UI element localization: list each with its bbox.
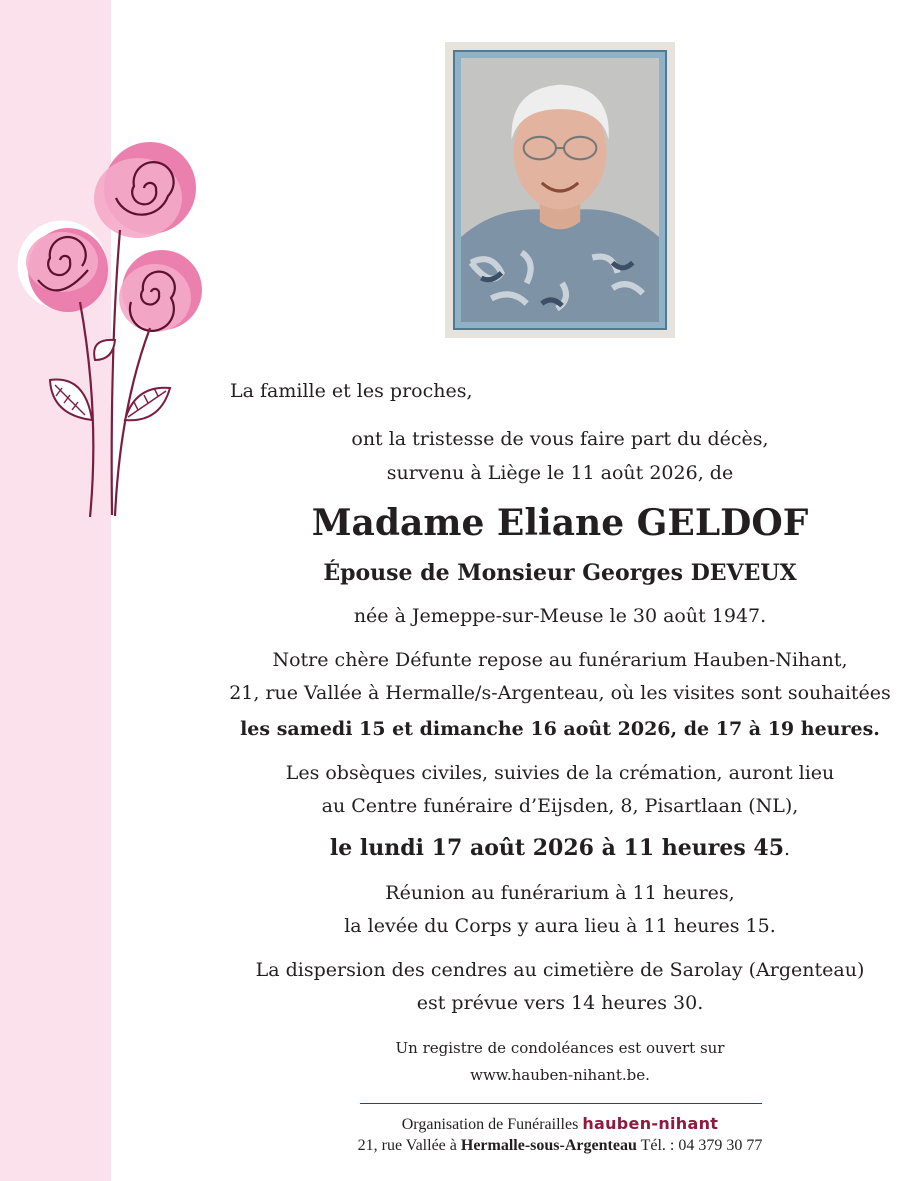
spouse-line: Épouse de Monsieur Georges DEVEUX	[323, 560, 797, 586]
meeting-line-2: la levée du Corps y aura lieu à 11 heures 15.	[344, 915, 776, 937]
intro-line: La famille et les proches,	[230, 380, 473, 402]
funeral-line-2: au Centre funéraire d’Eijsden, 8, Pisartlaan (NL),	[321, 795, 799, 817]
portrait-frame	[445, 42, 675, 338]
register-link[interactable]: www.hauben-nihant.be.	[470, 1066, 650, 1084]
brand-logo: hauben-nihant	[582, 1114, 719, 1133]
visits-line: les samedi 15 et dimanche 16 août 2026, de 17 à 19 heures.	[240, 718, 880, 740]
deceased-name: Madame Eliane GELDOF	[311, 502, 809, 544]
ashes-line-2: est prévue vers 14 heures 30.	[416, 992, 704, 1014]
sadness-line: ont la tristesse de vous faire part du décès,	[351, 428, 769, 450]
death-line: survenu à Liège le 11 août 2026, de	[386, 462, 734, 484]
rest-line-1: Notre chère Défunte repose au funérarium Hauben-Nihant,	[272, 649, 848, 671]
funeral-date: le lundi 17 août 2026 à 11 heures 45	[329, 835, 785, 861]
footer-divider	[360, 1103, 762, 1104]
ashes-line-1: La dispersion des cendres au cimetière de Sarolay (Argenteau)	[255, 959, 865, 981]
portrait-photo	[461, 58, 659, 322]
funeral-date-line	[200, 836, 918, 861]
footer-org	[200, 1114, 918, 1134]
register-line-1: Un registre de condoléances est ouvert sur	[395, 1039, 725, 1057]
org-label: Organisation de Funérailles	[401, 1116, 579, 1133]
phone: Tél. : 04 379 30 77	[640, 1137, 763, 1154]
rest-line-2: 21, rue Vallée à Hermalle/s-Argenteau, où les visites sont souhaitées	[229, 682, 891, 704]
footer-address	[200, 1137, 918, 1155]
funeral-line-1: Les obsèques civiles, suivies de la crémation, auront lieu	[285, 762, 835, 784]
meeting-line-1: Réunion au funérarium à 11 heures,	[385, 882, 735, 904]
roses-illustration	[10, 130, 210, 530]
address-town: Hermalle-sous-Argenteau	[460, 1137, 637, 1154]
funeral-date-period: .	[784, 838, 791, 860]
birth-line: née à Jemeppe-sur-Meuse le 30 août 1947.	[353, 605, 767, 627]
address-prefix: 21, rue Vallée à	[357, 1137, 457, 1154]
